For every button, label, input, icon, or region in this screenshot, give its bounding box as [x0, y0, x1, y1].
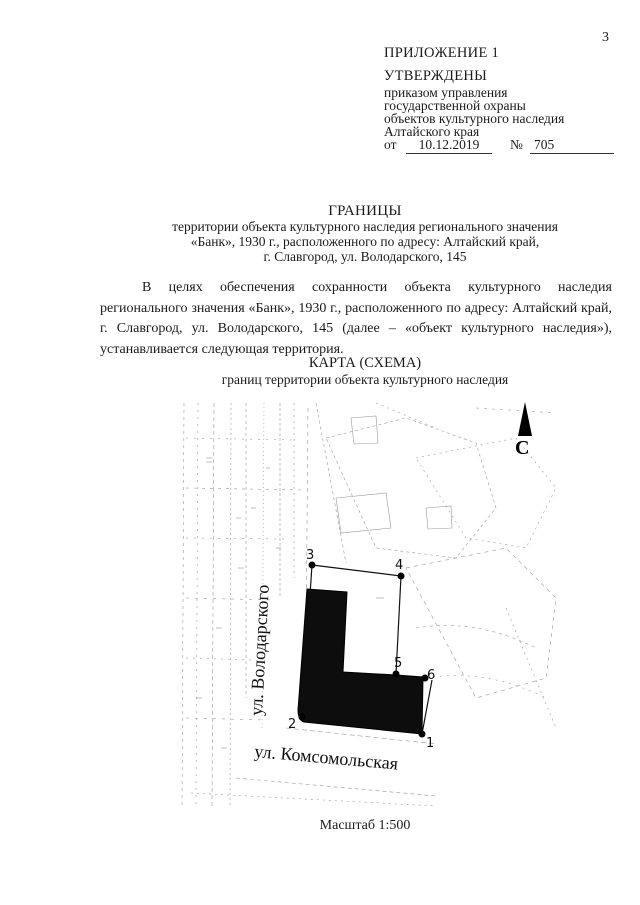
map-scale: Масштаб 1:500 — [319, 818, 411, 833]
approved-line: объектов культурного наследия — [384, 111, 565, 126]
order-reference — [384, 137, 614, 155]
appendix-heading: ПРИЛОЖЕНИЕ 1 — [384, 45, 500, 61]
street-label-volodarskogo: ул. Володарского — [246, 584, 273, 717]
north-arrow-icon — [518, 402, 532, 436]
approved-line: приказом управления — [384, 85, 508, 100]
boundary-point-label: 4 — [395, 558, 404, 573]
boundary-point-4 — [398, 573, 405, 580]
boundary-point-label: 5 — [394, 656, 403, 671]
order-number-label: № — [510, 137, 523, 152]
approved-line: Алтайского края — [384, 124, 480, 139]
body-paragraph — [100, 278, 612, 360]
approved-heading: УТВЕРЖДЕНЫ — [384, 68, 488, 84]
boundary-point-2 — [299, 714, 306, 721]
boundary-point-1 — [419, 731, 426, 738]
boundary-point-label: 6 — [427, 668, 436, 683]
street-label-komsomolskaya: ул. Комсомольская — [253, 741, 399, 774]
heritage-territory — [298, 589, 423, 734]
approved-line: государственной охраны — [384, 98, 526, 113]
body-paragraph-text: В целях обеспечения сохранности объекта культурного наследия регионального значения «Банк», 1930 г., расположенного по адресу: Алтайский край, г. Славгород, ул. Володарского, 145 (далее – «объект культурного наследия»), устанавливается следующая территория. — [100, 280, 612, 357]
document-subtitle-line: г. Славгород, ул. Володарского, 145 — [263, 249, 467, 264]
document-title: ГРАНИЦЫ — [328, 203, 402, 219]
map-background — [182, 403, 556, 808]
map-subtitle: границ территории объекта культурного наследия — [221, 372, 509, 387]
map-title: КАРТА (СХЕМА) — [308, 355, 422, 371]
boundary-point-label: 1 — [426, 736, 435, 751]
order-number: 705 — [530, 137, 614, 154]
page-number: 3 — [602, 30, 609, 45]
boundary-point-5 — [393, 671, 400, 678]
boundary-point-label: 2 — [288, 717, 297, 732]
north-label: С — [515, 437, 530, 459]
document-subtitle-line: территории объекта культурного наследия регионального значения — [172, 219, 558, 234]
document-subtitle-line: «Банк», 1930 г., расположенного по адресу: Алтайский край, — [190, 234, 540, 249]
boundary-point-label: 3 — [306, 548, 315, 563]
order-date: 10.12.2019 — [406, 137, 492, 154]
order-from-label: от — [384, 137, 397, 152]
boundary-map — [176, 398, 562, 813]
